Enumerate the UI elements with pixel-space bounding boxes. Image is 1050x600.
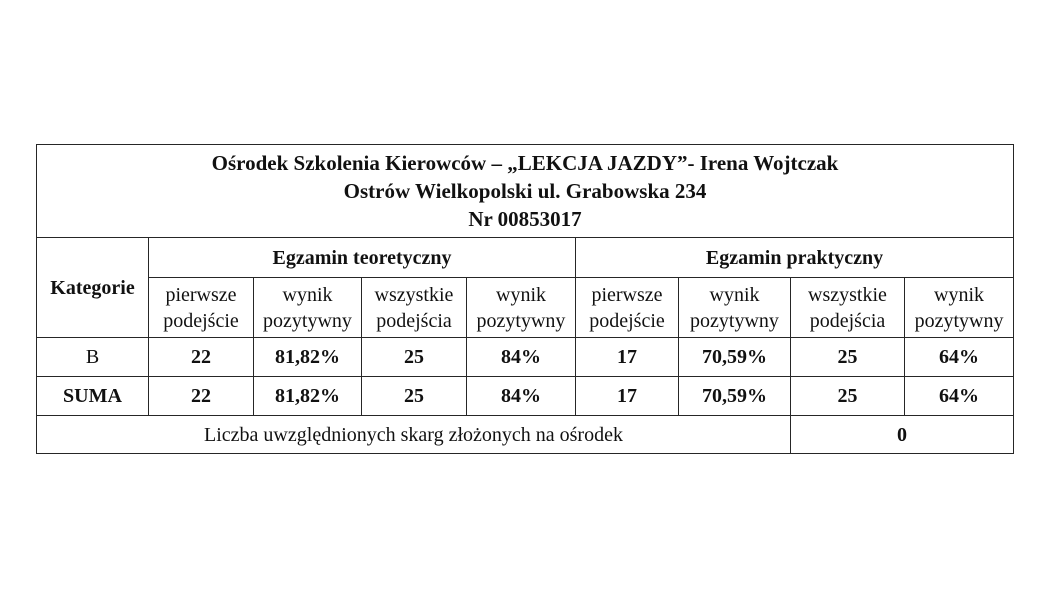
row-b-practical-positive-result-all: 64% — [905, 338, 1014, 377]
subheader-practical-positive-result-first: wynik pozytywny — [679, 278, 791, 338]
subheader-theoretical-all-attempts: wszystkie podejścia — [362, 278, 467, 338]
table-row-category-b — [37, 338, 1014, 377]
group-header-practical-exam: Egzamin praktyczny — [576, 238, 1014, 278]
row-suma-theoretical-all-attempts: 25 — [362, 377, 467, 416]
subheader-row — [37, 278, 1014, 338]
row-b-category-label: B — [37, 338, 149, 377]
group-header-theoretical-exam: Egzamin teoretyczny — [149, 238, 576, 278]
row-suma-practical-positive-result-first: 70,59% — [679, 377, 791, 416]
row-b-theoretical-positive-result-first: 81,82% — [254, 338, 362, 377]
subheader-practical-all-attempts: wszystkie podejścia — [791, 278, 905, 338]
subheader-theoretical-first-attempt: pierwsze podejście — [149, 278, 254, 338]
title-row — [37, 145, 1014, 238]
complaints-label: Liczba uwzględnionych skarg złożonych na ośrodek — [37, 416, 791, 454]
row-b-theoretical-positive-result-all: 84% — [467, 338, 576, 377]
complaints-value: 0 — [791, 416, 1014, 454]
row-b-theoretical-all-attempts: 25 — [362, 338, 467, 377]
subheader-theoretical-positive-result-first: wynik pozytywny — [254, 278, 362, 338]
subheader-practical-first-attempt: pierwsze podejście — [576, 278, 679, 338]
category-column-header: Kategorie — [37, 238, 149, 338]
row-suma-practical-positive-result-all: 64% — [905, 377, 1014, 416]
footer-row — [37, 416, 1014, 454]
center-name: Ośrodek Szkolenia Kierowców – „LEKCJA JAZDY”- Irena Wojtczak — [211, 151, 839, 175]
center-number: Nr 00853017 — [468, 207, 582, 231]
table-row-suma — [37, 377, 1014, 416]
subheader-theoretical-positive-result-all: wynik pozytywny — [467, 278, 576, 338]
row-suma-practical-first-attempt: 17 — [576, 377, 679, 416]
row-suma-theoretical-first-attempt: 22 — [149, 377, 254, 416]
row-b-practical-first-attempt: 17 — [576, 338, 679, 377]
exam-statistics-table — [36, 144, 1014, 454]
row-suma-category-label: SUMA — [37, 377, 149, 416]
row-suma-theoretical-positive-result-first: 81,82% — [254, 377, 362, 416]
subheader-practical-positive-result-all: wynik pozytywny — [905, 278, 1014, 338]
row-suma-theoretical-positive-result-all: 84% — [467, 377, 576, 416]
title-cell — [37, 145, 1014, 238]
row-b-theoretical-first-attempt: 22 — [149, 338, 254, 377]
row-suma-practical-all-attempts: 25 — [791, 377, 905, 416]
row-b-practical-positive-result-first: 70,59% — [679, 338, 791, 377]
center-address: Ostrów Wielkopolski ul. Grabowska 234 — [343, 179, 707, 203]
row-b-practical-all-attempts: 25 — [791, 338, 905, 377]
group-header-row — [37, 238, 1014, 278]
